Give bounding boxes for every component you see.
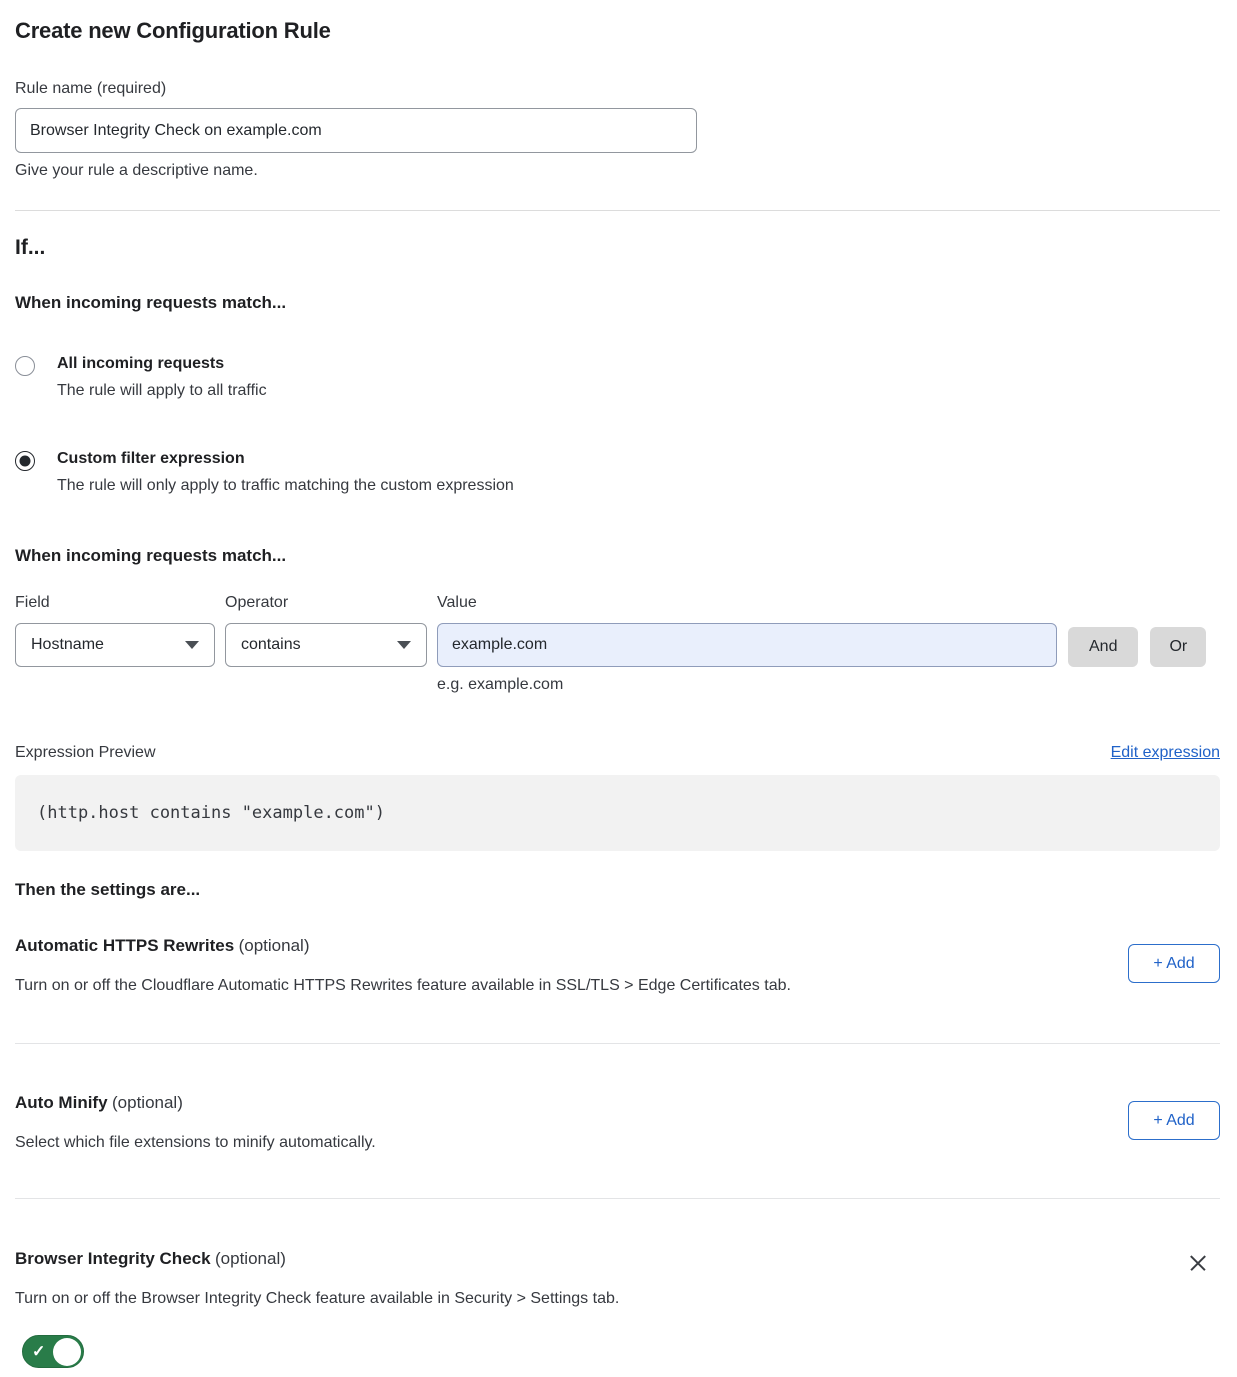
setting-optional-tag: (optional) — [112, 1093, 183, 1112]
expression-preview-label: Expression Preview — [15, 744, 156, 761]
setting-description: Turn on or off the Cloudflare Automatic HTTPS Rewrites feature available in SSL/TLS > Edge Certificates tab. — [15, 977, 791, 994]
browser-integrity-toggle[interactable] — [22, 1335, 84, 1368]
match-subheading: When incoming requests match... — [15, 293, 287, 312]
and-button[interactable]: And — [1068, 627, 1138, 667]
operator-label: Operator — [225, 594, 289, 611]
radio-button-icon[interactable] — [15, 356, 35, 376]
radio-button-icon[interactable] — [15, 451, 35, 471]
expression-preview-code: (http.host contains "example.com") — [15, 775, 1220, 851]
checkmark-icon: ✓ — [32, 1343, 46, 1361]
add-auto-minify-button[interactable]: + Add — [1128, 1101, 1220, 1140]
field-select[interactable] — [15, 623, 215, 667]
close-icon[interactable] — [1186, 1251, 1210, 1275]
setting-browser-integrity-check — [15, 1249, 1220, 1308]
filter-expression-builder — [15, 594, 1220, 694]
rule-name-help: Give your rule a descriptive name. — [15, 162, 258, 179]
rule-name-input[interactable] — [15, 108, 697, 153]
radio-option-all-description: The rule will apply to all traffic — [57, 382, 267, 399]
field-select-value: Hostname — [31, 636, 104, 653]
setting-auto-minify — [15, 1093, 1220, 1152]
radio-option-all-label: All incoming requests — [57, 355, 225, 372]
section-divider — [15, 1043, 1220, 1044]
edit-expression-link[interactable]: Edit expression — [1110, 744, 1220, 761]
value-help: e.g. example.com — [437, 676, 564, 693]
operator-select-value: contains — [241, 636, 301, 653]
setting-description: Turn on or off the Browser Integrity Check feature available in Security > Settings tab. — [15, 1290, 620, 1307]
setting-title: Automatic HTTPS Rewrites — [15, 936, 235, 955]
add-automatic-https-rewrites-button[interactable]: + Add — [1128, 944, 1220, 983]
caret-down-icon — [397, 641, 411, 649]
or-button[interactable]: Or — [1150, 627, 1206, 667]
section-divider — [15, 210, 1220, 211]
rule-name-label: Rule name (required) — [15, 80, 167, 97]
setting-optional-tag: (optional) — [215, 1249, 286, 1268]
setting-description: Select which file extensions to minify automatically. — [15, 1134, 376, 1151]
radio-option-custom-label: Custom filter expression — [57, 450, 245, 467]
field-label: Field — [15, 594, 50, 611]
setting-automatic-https-rewrites — [15, 936, 1220, 995]
radio-option-custom-description: The rule will only apply to traffic matching the custom expression — [57, 477, 514, 494]
value-input[interactable] — [437, 623, 1057, 667]
setting-title: Auto Minify — [15, 1093, 108, 1112]
value-label: Value — [437, 594, 477, 611]
radio-option-custom-filter[interactable] — [15, 450, 1220, 495]
then-settings-heading: Then the settings are... — [15, 880, 201, 899]
page-title: Create new Configuration Rule — [15, 18, 331, 43]
operator-select[interactable] — [225, 623, 427, 667]
radio-option-all-incoming[interactable] — [15, 355, 1220, 400]
setting-optional-tag: (optional) — [238, 936, 310, 955]
toggle-knob[interactable] — [53, 1338, 81, 1366]
section-divider — [15, 1198, 1220, 1199]
if-heading: If... — [15, 236, 46, 259]
filter-subheading: When incoming requests match... — [15, 546, 287, 565]
caret-down-icon — [185, 641, 199, 649]
setting-title: Browser Integrity Check — [15, 1249, 211, 1268]
